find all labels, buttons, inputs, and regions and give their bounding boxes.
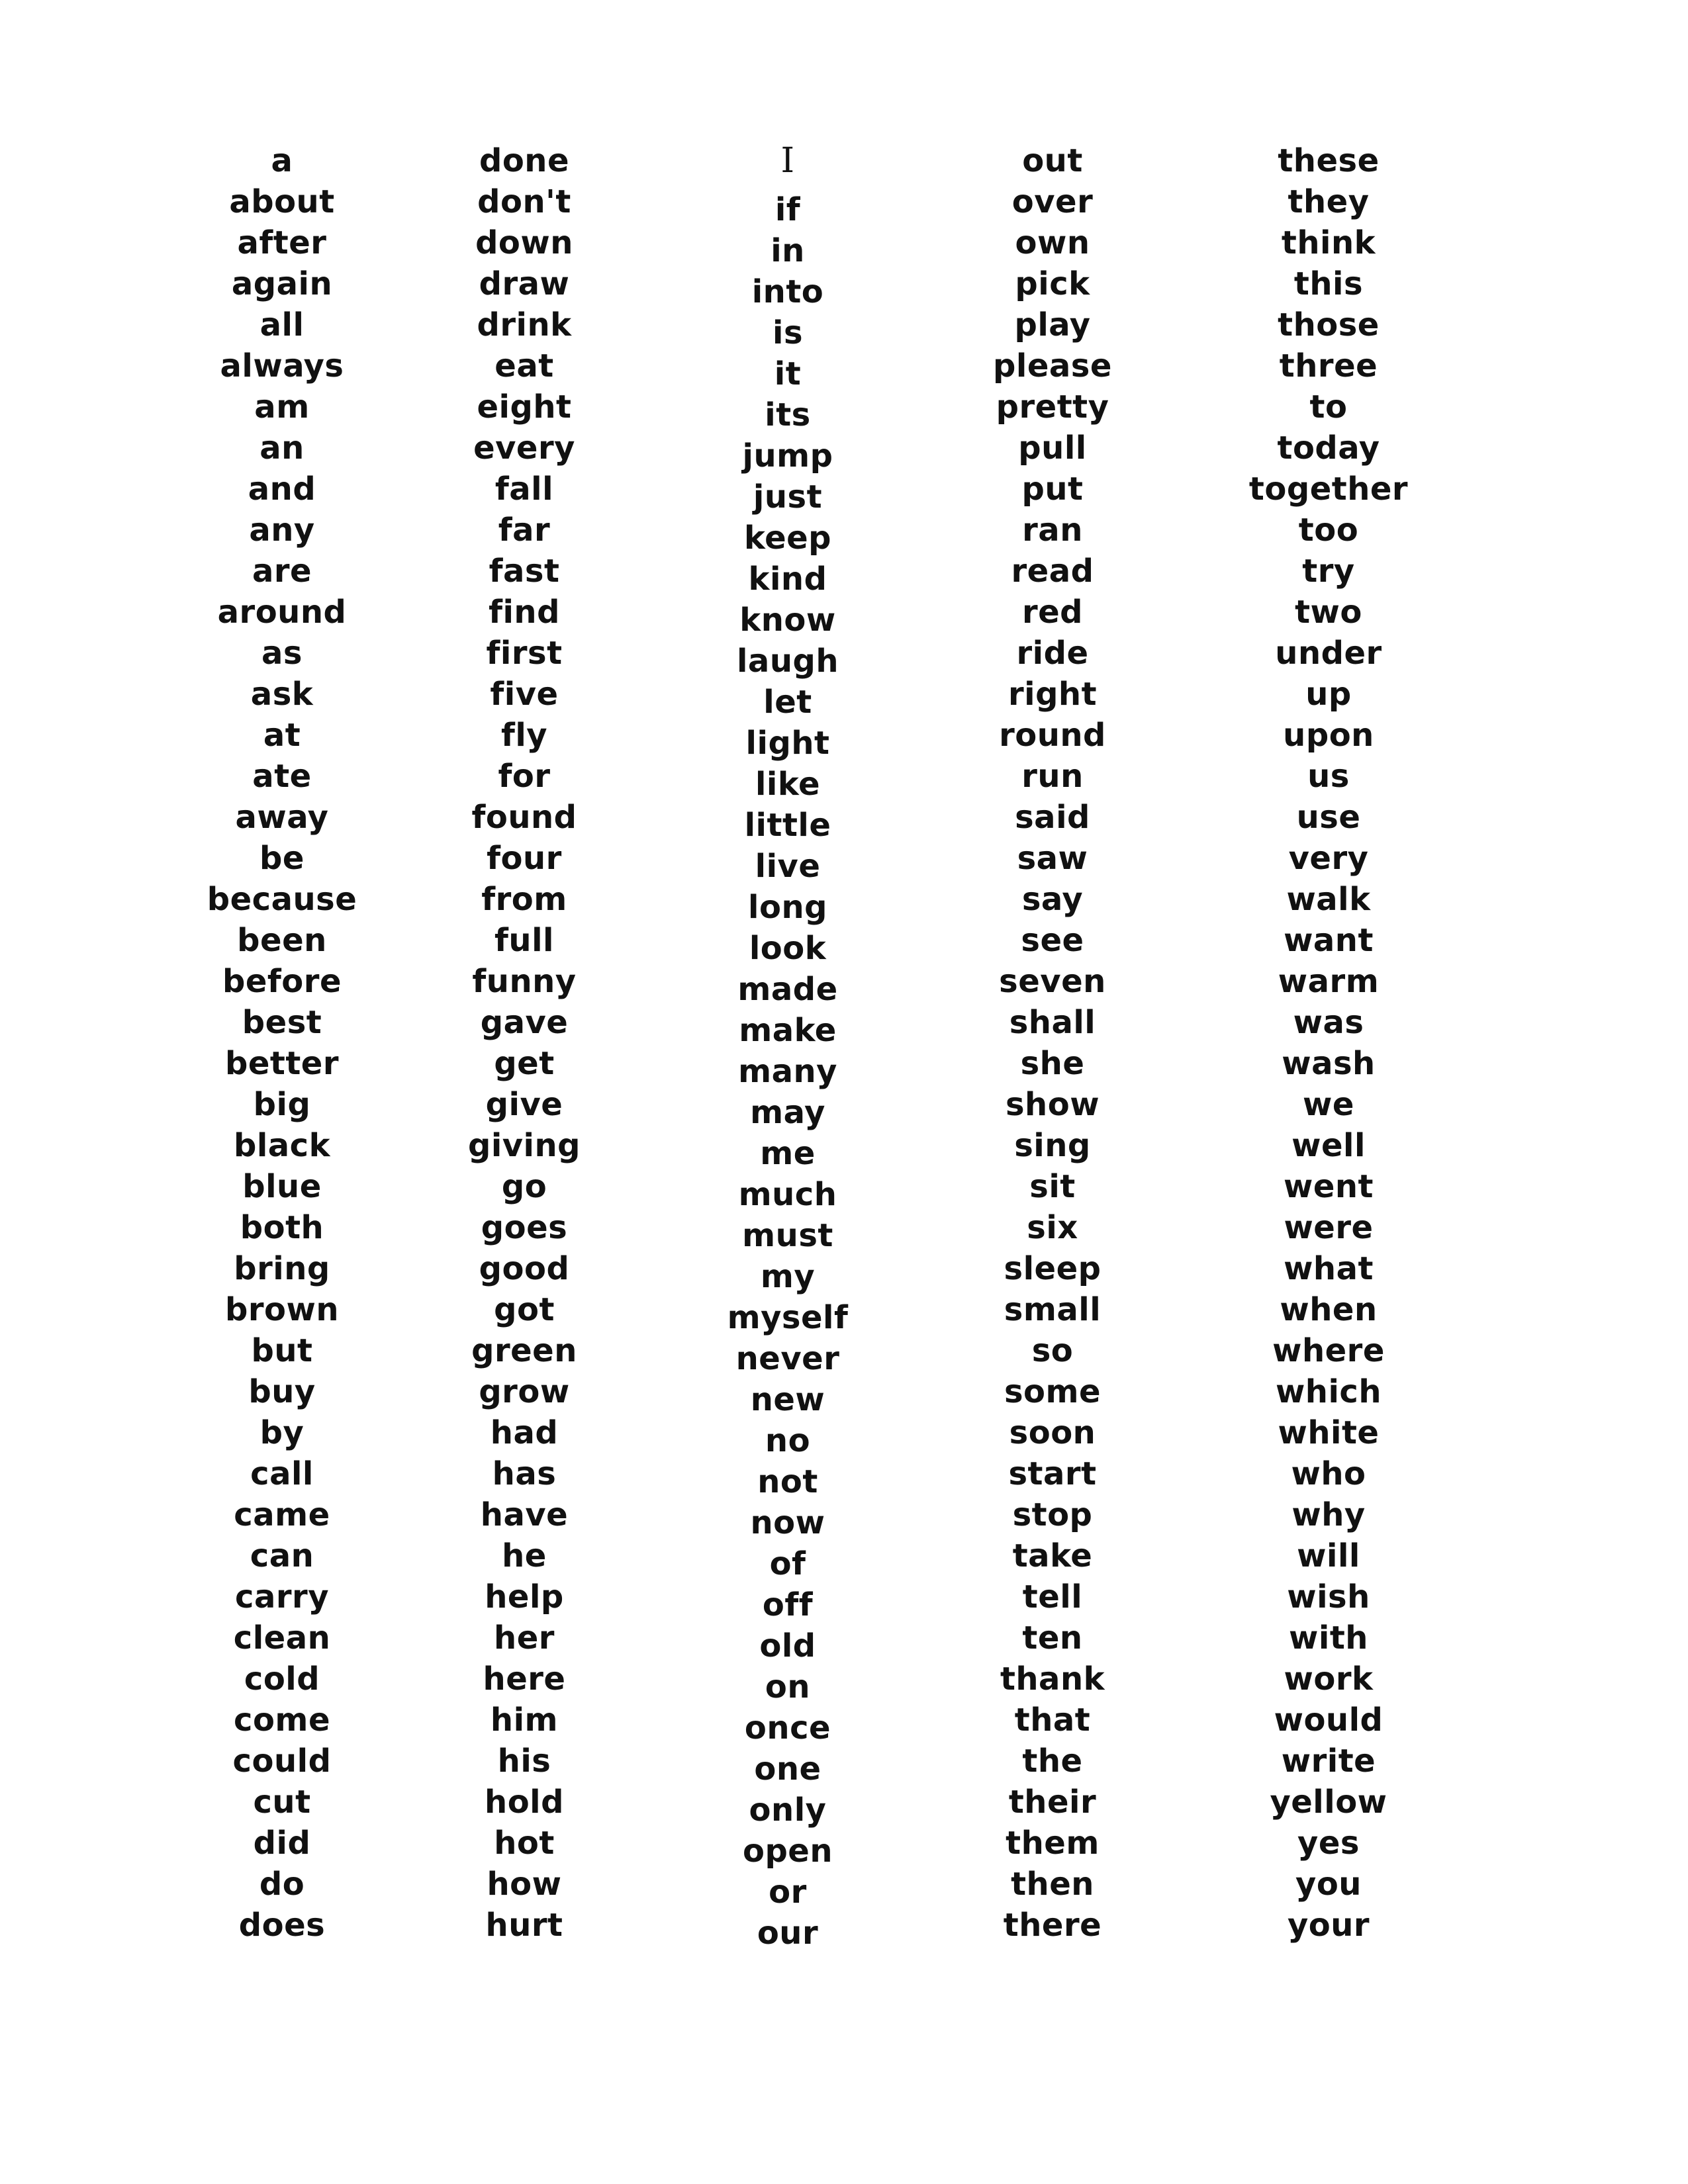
word-item: run [1021, 758, 1084, 795]
word-item: made [737, 971, 838, 1008]
word-item: when [1280, 1291, 1378, 1328]
word-item: me [760, 1135, 816, 1172]
word-item: big [253, 1086, 311, 1123]
word-item: had [490, 1414, 559, 1451]
word-item: cut [253, 1784, 311, 1821]
word-item: pick [1015, 265, 1090, 302]
word-item: did [253, 1825, 311, 1862]
word-item: ten [1022, 1619, 1083, 1657]
word-item: give [485, 1086, 563, 1123]
word-item: far [498, 512, 551, 549]
word-item-text: I [780, 141, 795, 181]
word-item: so [1031, 1332, 1074, 1369]
word-item: my [760, 1258, 816, 1295]
word-item: would [1274, 1702, 1383, 1739]
word-item: both [240, 1209, 324, 1246]
word-item: said [1015, 799, 1090, 836]
word-item: please [993, 347, 1112, 385]
word-item: come [234, 1702, 330, 1739]
word-item: up [1305, 676, 1352, 713]
word-item: make [739, 1012, 837, 1049]
word-item: brown [224, 1291, 340, 1328]
word-item: will [1297, 1537, 1360, 1574]
word-item: myself [727, 1299, 849, 1336]
word-column-4 [907, 140, 1198, 1946]
word-item: them [1006, 1825, 1100, 1862]
word-item: see [1021, 922, 1084, 959]
word-item: cold [244, 1661, 320, 1698]
word-item: came [234, 1496, 330, 1533]
word-column-5 [1183, 140, 1474, 1946]
word-item: want [1284, 922, 1374, 959]
word-item: put [1021, 471, 1084, 508]
word-item: once [744, 1709, 831, 1747]
word-item: for [498, 758, 551, 795]
word-item: have [480, 1496, 569, 1533]
word-item: read [1011, 553, 1094, 590]
word-item: some [1004, 1373, 1102, 1410]
word-item: green [471, 1332, 577, 1369]
word-item: was [1293, 1004, 1364, 1041]
word-item: soon [1009, 1414, 1096, 1451]
word-item: on [765, 1668, 811, 1706]
word-item: us [1307, 758, 1350, 795]
word-item: jump [742, 437, 833, 475]
word-item: into [751, 273, 824, 310]
word-item: goes [481, 1209, 568, 1246]
word-item: we [1303, 1086, 1354, 1123]
word-item: under [1275, 635, 1382, 672]
word-item: fall [494, 471, 554, 508]
word-item: what [1284, 1250, 1374, 1287]
word-item: start [1008, 1455, 1097, 1492]
word-item: because [207, 881, 357, 918]
word-item: old [759, 1627, 816, 1664]
word-item: black [233, 1127, 331, 1164]
word-column-2 [379, 140, 670, 1946]
word-item: grow [479, 1373, 570, 1410]
word-item: our [757, 1915, 819, 1952]
word-item: red [1021, 594, 1084, 631]
word-item: work [1284, 1661, 1374, 1698]
word-item: drink [477, 306, 572, 343]
word-item: from [481, 881, 567, 918]
word-item: has [492, 1455, 557, 1492]
word-item: tell [1022, 1578, 1083, 1615]
word-item: any [249, 512, 315, 549]
word-item: better [224, 1045, 340, 1082]
word-item: their [1008, 1784, 1097, 1821]
word-item: no [765, 1422, 811, 1459]
word-item: away [235, 799, 329, 836]
word-item: ask [250, 676, 314, 713]
word-item: like [755, 766, 821, 803]
word-item: is [772, 314, 804, 351]
word-item: own [1015, 224, 1090, 261]
word-item: may [750, 1094, 825, 1131]
word-item: how [487, 1866, 562, 1903]
word-item: must [742, 1217, 833, 1254]
word-item: show [1005, 1086, 1100, 1123]
word-item: over [1011, 183, 1094, 220]
word-item: down [475, 224, 573, 261]
word-item: found [471, 799, 577, 836]
word-item: two [1295, 594, 1362, 631]
word-item: before [222, 963, 342, 1000]
word-item: with [1289, 1619, 1368, 1657]
word-item: why [1291, 1496, 1366, 1533]
word-item: hold [485, 1784, 564, 1821]
word-item: live [755, 848, 821, 885]
word-item: not [757, 1463, 818, 1500]
word-item: as [261, 635, 303, 672]
word-item: can [250, 1537, 314, 1574]
word-item: wash [1282, 1045, 1376, 1082]
word-item: use [1296, 799, 1361, 836]
word-item: at [263, 717, 301, 754]
word-item: sing [1014, 1127, 1091, 1164]
word-item: find [489, 594, 560, 631]
word-item: here [483, 1661, 566, 1698]
word-item: his [497, 1743, 551, 1780]
word-item: went [1283, 1168, 1374, 1205]
word-item: or [769, 1874, 807, 1911]
word-item: this [1293, 265, 1364, 302]
word-item: clean [233, 1619, 331, 1657]
word-item: by [259, 1414, 305, 1451]
word-item: a [271, 142, 293, 179]
word-item: she [1020, 1045, 1085, 1082]
word-item: go [501, 1168, 547, 1205]
word-item: it [774, 355, 802, 392]
word-item: first [486, 635, 563, 672]
word-item: an [259, 430, 305, 467]
word-item: wish [1287, 1578, 1370, 1615]
word-item: who [1291, 1455, 1366, 1492]
word-item: today [1277, 430, 1380, 467]
word-item: ran [1022, 512, 1083, 549]
word-item [642, 140, 933, 189]
word-item: upon [1283, 717, 1374, 754]
word-item: well [1291, 1127, 1366, 1164]
word-item: bring [234, 1250, 330, 1287]
word-item: hot [494, 1825, 555, 1862]
word-item: six [1027, 1209, 1078, 1246]
word-item: now [750, 1504, 825, 1541]
word-item: get [494, 1045, 555, 1082]
word-item: fly [500, 717, 548, 754]
word-item: these [1278, 142, 1380, 179]
word-item: again [231, 265, 333, 302]
word-item: that [1014, 1702, 1091, 1739]
word-item: ride [1016, 635, 1089, 672]
word-item: around [217, 594, 347, 631]
word-item: too [1298, 512, 1359, 549]
word-item: but [251, 1332, 313, 1369]
word-item: those [1278, 306, 1380, 343]
word-item: call [250, 1455, 314, 1492]
word-item: which [1275, 1373, 1382, 1410]
word-item: light [745, 725, 830, 762]
word-item: seven [999, 963, 1106, 1000]
word-item: keep [743, 520, 832, 557]
word-item: never [735, 1340, 840, 1377]
word-item: help [485, 1578, 564, 1615]
word-item: be [259, 840, 305, 877]
word-item: done [479, 142, 570, 179]
word-item: yes [1297, 1825, 1360, 1862]
word-item: shall [1009, 1004, 1096, 1041]
word-item: think [1281, 224, 1376, 261]
word-item: sleep [1004, 1250, 1102, 1287]
word-item: just [753, 478, 823, 516]
word-item: eat [494, 347, 554, 385]
word-item: only [749, 1792, 827, 1829]
word-item: little [744, 807, 831, 844]
word-item: are [252, 553, 312, 590]
word-column-3 [642, 140, 933, 1954]
word-item: warm [1278, 963, 1380, 1000]
word-item: every [473, 430, 575, 467]
word-item: much [738, 1176, 837, 1213]
word-item: they [1288, 183, 1370, 220]
word-item: fast [489, 553, 560, 590]
word-item: been [237, 922, 327, 959]
word-item: open [742, 1833, 833, 1870]
word-item: your [1287, 1907, 1370, 1944]
word-item: and [248, 471, 316, 508]
word-item: out [1022, 142, 1083, 179]
word-item: stop [1012, 1496, 1093, 1533]
word-item: pretty [996, 388, 1109, 426]
word-item: best [242, 1004, 322, 1041]
word-item: there [1003, 1907, 1102, 1944]
word-item: then [1011, 1866, 1094, 1903]
word-item: could [232, 1743, 332, 1780]
word-item: gave [480, 1004, 569, 1041]
word-item: one [754, 1751, 821, 1788]
word-item: round [999, 717, 1106, 754]
word-item: new [750, 1381, 825, 1418]
word-item: does [238, 1907, 326, 1944]
word-item: white [1278, 1414, 1380, 1451]
word-item: of [769, 1545, 806, 1582]
word-item: funny [472, 963, 577, 1000]
word-item: if [774, 191, 801, 228]
word-item: to [1309, 388, 1348, 426]
word-item: pull [1018, 430, 1087, 467]
word-item: thank [1000, 1661, 1105, 1698]
word-item: let [763, 684, 812, 721]
word-item: yellow [1270, 1784, 1387, 1821]
word-item: three [1279, 347, 1378, 385]
word-item: eight [477, 388, 572, 426]
word-item: look [749, 930, 827, 967]
word-item: say [1021, 881, 1084, 918]
word-item: draw [479, 265, 570, 302]
word-item: buy [248, 1373, 316, 1410]
word-item: were [1284, 1209, 1374, 1246]
word-item: the [1022, 1743, 1083, 1780]
word-item: giving [467, 1127, 581, 1164]
word-item: play [1014, 306, 1091, 343]
word-item: walk [1286, 881, 1371, 918]
word-item: got [494, 1291, 555, 1328]
word-item: don't [477, 183, 571, 220]
word-item: always [220, 347, 344, 385]
word-item: in [771, 232, 805, 269]
word-item: full [494, 922, 554, 959]
word-item: many [738, 1053, 837, 1090]
word-item: sit [1029, 1168, 1076, 1205]
word-item: laugh [736, 643, 839, 680]
word-item: off [762, 1586, 814, 1623]
word-item: am [254, 388, 310, 426]
word-item: good [479, 1250, 570, 1287]
word-item: together [1248, 471, 1409, 508]
word-item: you [1295, 1866, 1362, 1903]
word-item: hurt [485, 1907, 563, 1944]
word-item: about [229, 183, 335, 220]
word-item: five [490, 676, 559, 713]
word-item: very [1288, 840, 1369, 877]
word-item: him [490, 1702, 559, 1739]
word-item: ate [252, 758, 312, 795]
word-item: all [259, 306, 305, 343]
word-item: its [765, 396, 811, 433]
word-item: kind [748, 561, 827, 598]
word-item: four [487, 840, 562, 877]
word-item: write [1281, 1743, 1376, 1780]
word-item: where [1272, 1332, 1385, 1369]
word-item: take [1012, 1537, 1093, 1574]
word-item: saw [1017, 840, 1088, 877]
word-item: long [748, 889, 827, 926]
word-item: blue [242, 1168, 322, 1205]
word-item: small [1004, 1291, 1102, 1328]
word-item: he [502, 1537, 547, 1574]
word-item: after [237, 224, 327, 261]
word-item: do [259, 1866, 305, 1903]
word-item: her [494, 1619, 555, 1657]
word-item: carry [235, 1578, 329, 1615]
word-item: know [739, 602, 836, 639]
word-item: right [1008, 676, 1098, 713]
word-item: try [1302, 553, 1355, 590]
